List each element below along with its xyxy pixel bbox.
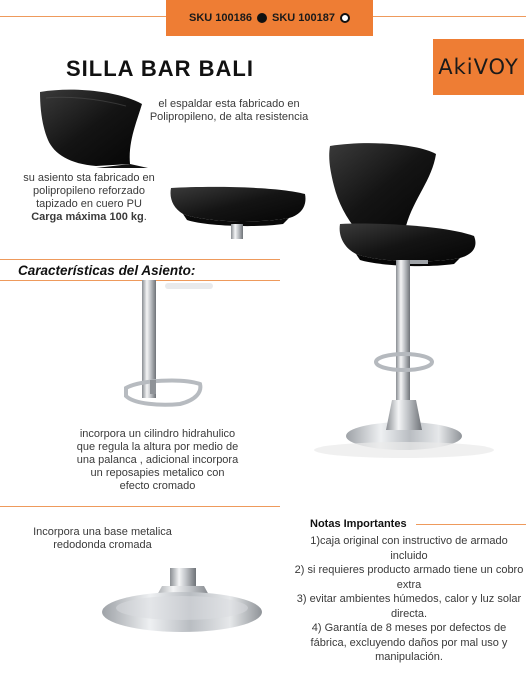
seat-load-value: Carga máxima 100 kg <box>31 211 144 223</box>
backrest-line-1: el espaldar esta fabricado en <box>158 98 300 110</box>
backrest-description <box>138 98 320 124</box>
seat-load-line <box>14 211 164 224</box>
base-description <box>15 526 190 552</box>
header-left-line <box>0 16 166 17</box>
cylinder-line-3: una palanca , adicional incorpora <box>76 454 239 466</box>
seat-line-2: polipropileno reforzado <box>33 185 145 197</box>
note-item: 1)caja original con instructivo de armado incluido <box>310 535 508 562</box>
base-line-1: Incorpora una base metalica <box>33 526 172 538</box>
note-item: 3) evitar ambientes húmedos, calor y luz solar directa. <box>296 593 522 620</box>
note-item: 2) si requieres producto armado tiene un cobro extra <box>294 564 524 591</box>
header-right-line <box>373 16 526 17</box>
seat-line-1: su asiento sta fabricado en <box>23 172 155 184</box>
backrest-image <box>36 88 151 170</box>
seat-description <box>14 172 164 224</box>
seat-line-3: tapizado en cuero PU <box>36 198 142 210</box>
notes-list <box>293 534 525 665</box>
base-image <box>100 568 265 638</box>
notes-title-line <box>416 524 526 525</box>
cylinder-line-1: incorpora un cilindro hidrahulico <box>79 428 236 440</box>
sku-1-label: SKU 100186 <box>189 12 252 24</box>
main-stool-image <box>288 140 518 460</box>
seat-bottom-edge <box>165 283 213 289</box>
lower-divider-line <box>0 506 280 507</box>
backrest-line-2: Polipropileno, de alta resistencia <box>149 111 309 123</box>
base-line-2: redodonda cromada <box>53 539 152 551</box>
seat-load-end: . <box>143 211 147 223</box>
cylinder-line-2: que regula la altura por medio de <box>76 441 239 453</box>
note-item: 4) Garantía de 8 meses por defectos de fábrica, excluyendo daños por mal uso y manipulación. <box>310 622 508 663</box>
sku-bar <box>166 0 373 36</box>
sku-1-radio[interactable] <box>257 13 267 23</box>
section-title: Características del Asiento: <box>18 263 196 278</box>
cylinder-description <box>60 428 255 493</box>
cylinder-footrest-image <box>120 280 210 410</box>
section-top-line <box>0 259 280 260</box>
product-title: SILLA BAR BALI <box>66 56 254 81</box>
sku-2-label: SKU 100187 <box>272 12 335 24</box>
sku-2-radio[interactable] <box>340 13 350 23</box>
brand-logo: AkiVOY <box>433 39 524 95</box>
notes-title: Notas Importantes <box>310 518 407 530</box>
cylinder-line-5: efecto cromado <box>119 480 196 492</box>
cylinder-line-4: un reposapies metalico con <box>90 467 225 479</box>
